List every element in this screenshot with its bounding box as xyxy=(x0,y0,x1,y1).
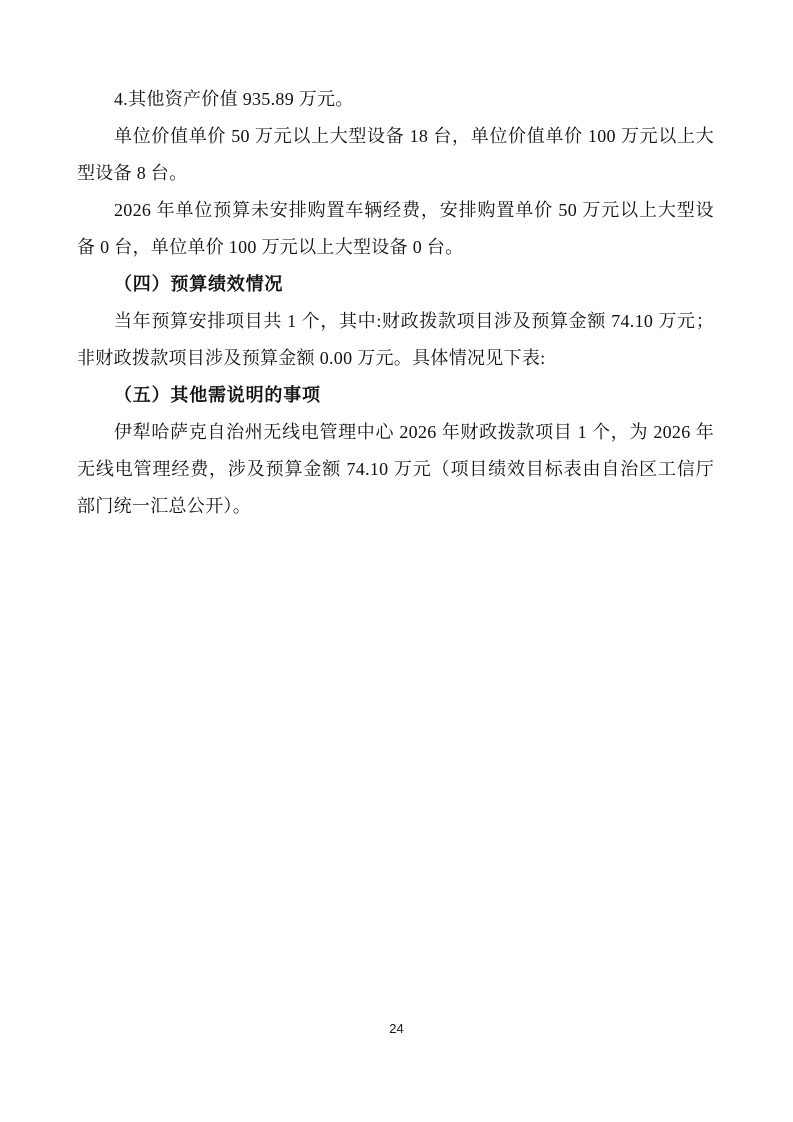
body-line-notes-1: 伊犁哈萨克自治州无线电管理中心 2026 年财政拨款项目 1 个，为 2026 年 xyxy=(114,422,714,442)
body-line-notes-3: 部门统一汇总公开）。 xyxy=(77,496,251,516)
body-line-other-assets: 4.其他资产价值 935.89 万元。 xyxy=(114,89,354,109)
body-line-equipment-2: 型设备 8 台。 xyxy=(77,163,188,183)
document-body xyxy=(77,81,714,525)
body-line-performance-2: 非财政拨款项目涉及预算金额 0.00 万元。具体情况见下表: xyxy=(77,348,546,368)
body-line-vehicle-budget-1: 2026 年单位预算未安排购置车辆经费，安排购置单价 50 万元以上大型设 xyxy=(114,200,714,220)
body-line-notes-2: 无线电管理经费，涉及预算金额 74.10 万元（项目绩效目标表由自治区工信厅 xyxy=(77,459,714,479)
body-line-performance-1: 当年预算安排项目共 1 个，其中:财政拨款项目涉及预算金额 74.10 万元； xyxy=(114,311,714,331)
body-line-vehicle-budget-2: 备 0 台，单位单价 100 万元以上大型设备 0 台。 xyxy=(77,237,464,257)
section-heading-other-notes: （五）其他需说明的事项 xyxy=(114,385,321,405)
section-heading-performance: （四）预算绩效情况 xyxy=(114,274,284,294)
page-number: 24 xyxy=(389,1021,404,1036)
body-line-equipment-1: 单位价值单价 50 万元以上大型设备 18 台，单位价值单价 100 万元以上大 xyxy=(114,126,714,146)
